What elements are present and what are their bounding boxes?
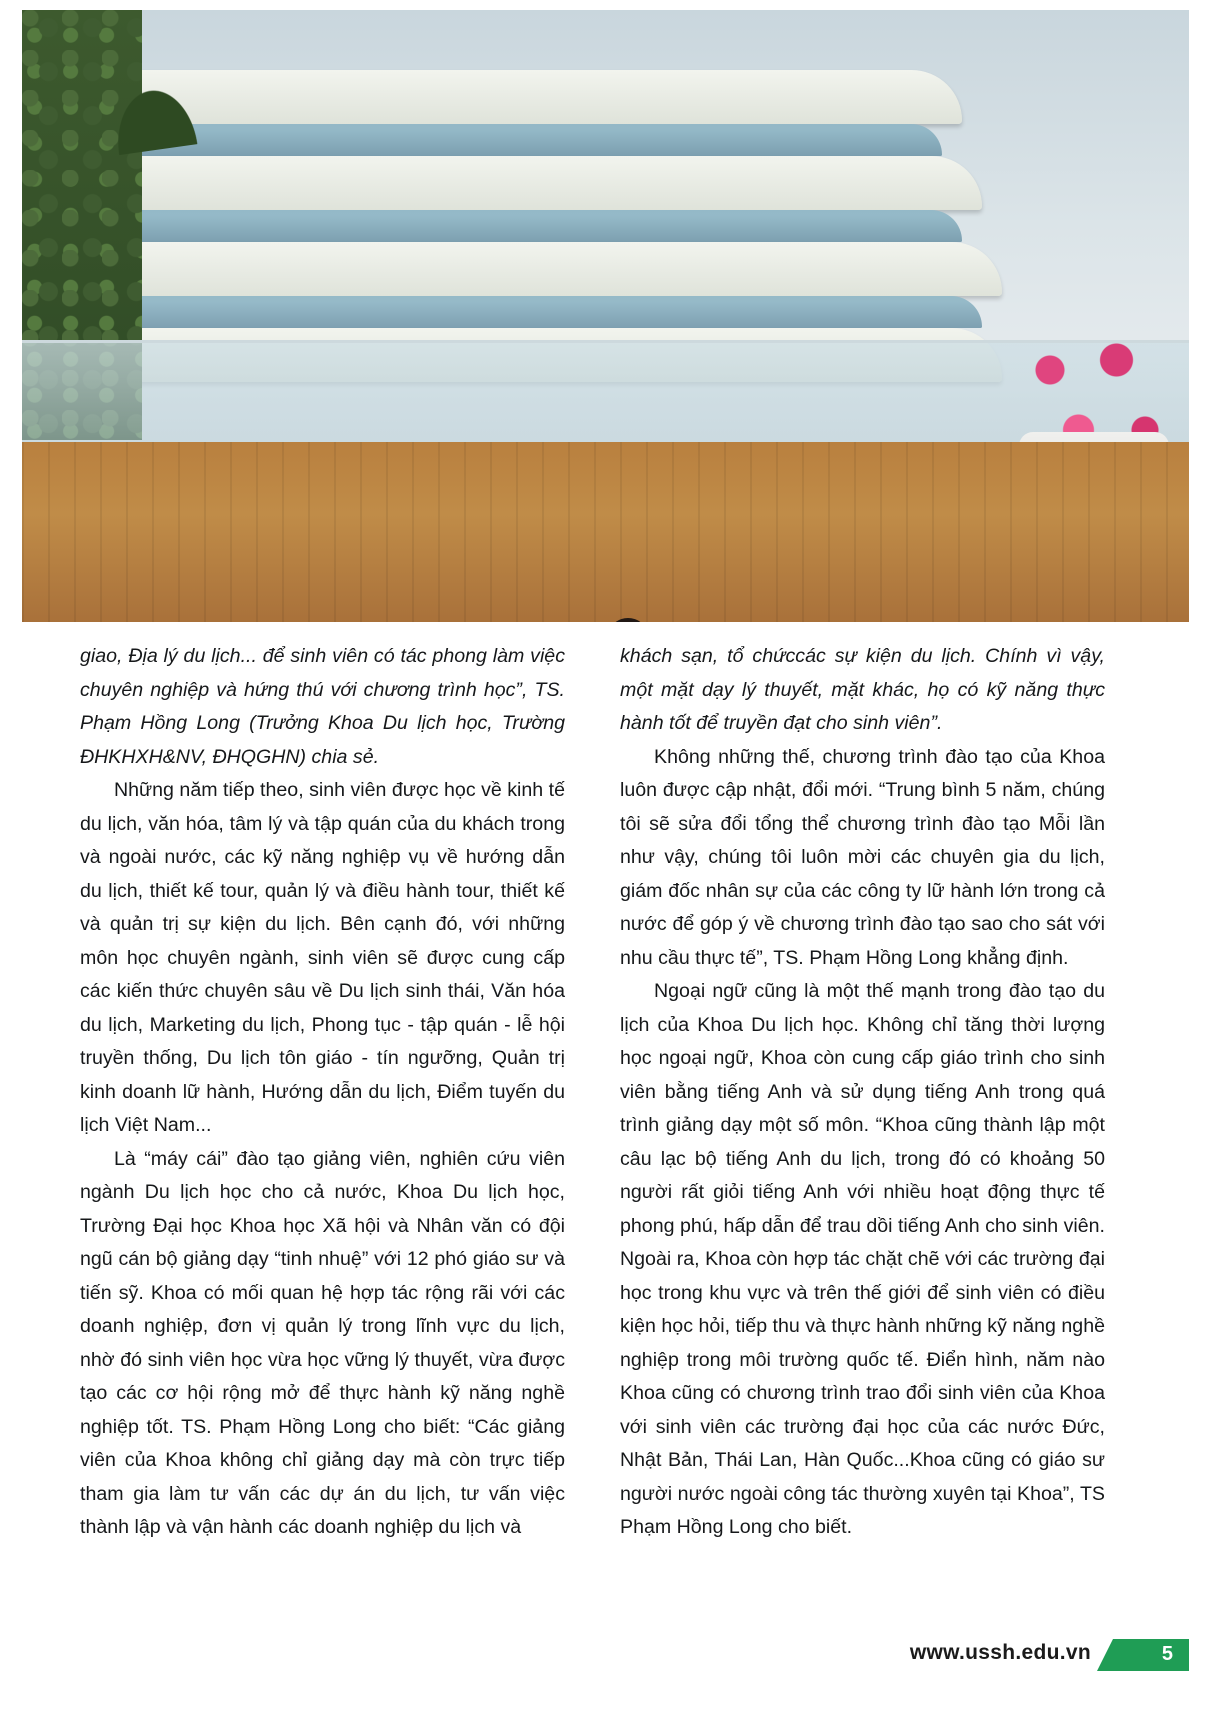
article-body	[0, 640, 1211, 1538]
group-photo	[22, 10, 1189, 622]
right-column	[620, 640, 1105, 1545]
page-number-tab	[1097, 1639, 1189, 1671]
website-url[interactable]: www.ussh.edu.vn	[909, 1641, 1091, 1664]
paragraph: Những năm tiếp theo, sinh viên được học về kinh tế du lịch, văn hóa, tâm lý và tập quán của du khách trong và ngoài nước, các kỹ năng nghiệp vụ về hướng dẫn du lịch, thiết kế tour, quản lý và điều hành tour, thiết kế và quản trị sự kiện du lịch. Bên cạnh đó, với những môn học chuyên ngành, sinh viên sẽ được cung cấp các kiến thức chuyên sâu về Du lịch sinh thái, Văn hóa du lịch, Marketing du lịch, Phong tục - tập quán - lễ hội truyền thống, Du lịch tôn giáo - tín ngưỡng, Quản trị kinh doanh lữ hành, Hướng dẫn du lịch, Điểm tuyến du lịch Việt Nam...	[80, 779, 565, 1136]
page-number: 5	[1161, 1643, 1173, 1665]
paragraph: khách sạn, tổ chứccác sự kiện du lịch. Chính vì vậy, một mặt dạy lý thuyết, mặt khác, họ có kỹ năng thực hành tốt để truyền đạt cho sinh viên”.	[620, 645, 1105, 734]
paragraph: Không những thế, chương trình đào tạo của Khoa luôn được cập nhật, đổi mới. “Trung bình 5 năm, chúng tôi sẽ sửa đổi tổng thể chương trình đào tạo Mỗi lần như vậy, chúng tôi luôn mời các chuyên gia du lịch, giám đốc nhân sự của các công ty lữ hành lớn trong cả nước để góp ý về chương trình đào tạo sao cho sát với nhu cầu thực tế”, TS. Phạm Hồng Long khẳng định.	[620, 745, 1105, 969]
page-footer	[0, 1631, 1211, 1671]
palm-tree-icon	[86, 52, 217, 158]
paragraph: giao, Địa lý du lịch... để sinh viên có tác phong làm việc chuyên nghiệp và hứng thú với chương trình học”, TS. Phạm Hồng Long (Trưởng Khoa Du lịch học, Trường ĐHKHXH&NV, ĐHQGHN) chia sẻ.	[80, 645, 565, 768]
paragraph: Ngoại ngữ cũng là một thế mạnh trong đào tạo du lịch của Khoa Du lịch học. Không chỉ tăng thời lượng học ngoại ngữ, Khoa còn cung cấp giáo trình cho sinh viên bằng tiếng Anh và sử dụng tiếng Anh trong quá trình giảng dạy một số môn. “Khoa cũng thành lập một câu lạc bộ tiếng Anh du lịch, trong đó có khoảng 50 người rất giỏi tiếng Anh với nhiều hoạt động thực tế phong phú, hấp dẫn để trau dồi tiếng Anh cho sinh viên. Ngoài ra, Khoa còn hợp tác chặt chẽ với các trường đại học trong khu vực và trên thế giới để sinh viên có điều kiện học hỏi, tiếp thu và thực hành những kỹ năng nghề nghiệp trong môi trường quốc tế. Điển hình, năm nào Khoa cũng có chương trình trao đổi sinh viên của Khoa với sinh viên các trường đại học của các nước Đức, Nhật Bản, Thái Lan, Hàn Quốc...Khoa cũng có giáo sư người nước ngoài công tác thường xuyên tại Khoa”, TS Phạm Hồng Long cho biết.	[620, 980, 1105, 1538]
people-group	[22, 182, 1189, 622]
paragraph: Là “máy cái” đào tạo giảng viên, nghiên cứu viên ngành Du lịch học cho cả nước, Khoa Du lịch học, Trường Đại học Khoa học Xã hội và Nhân văn có đội ngũ cán bộ giảng dạy “tinh nhuệ” với 12 phó giáo sư và tiến sỹ. Khoa có mối quan hệ hợp tác rộng rãi với các doanh nghiệp, đơn vị quản lý trong lĩnh vực du lịch, nhờ đó sinh viên học vừa học vững lý thuyết, vừa được tạo các cơ hội rộng mở để thực hành kỹ năng nghề nghiệp tốt. TS. Phạm Hồng Long cho biết: “Các giảng viên của Khoa không chỉ giảng dạy mà còn trực tiếp tham gia làm tư vấn các dự án du lịch, tư vấn việc thành lập và vận hành các doanh nghiệp du lịch và	[80, 1147, 565, 1538]
left-column	[80, 640, 565, 1545]
